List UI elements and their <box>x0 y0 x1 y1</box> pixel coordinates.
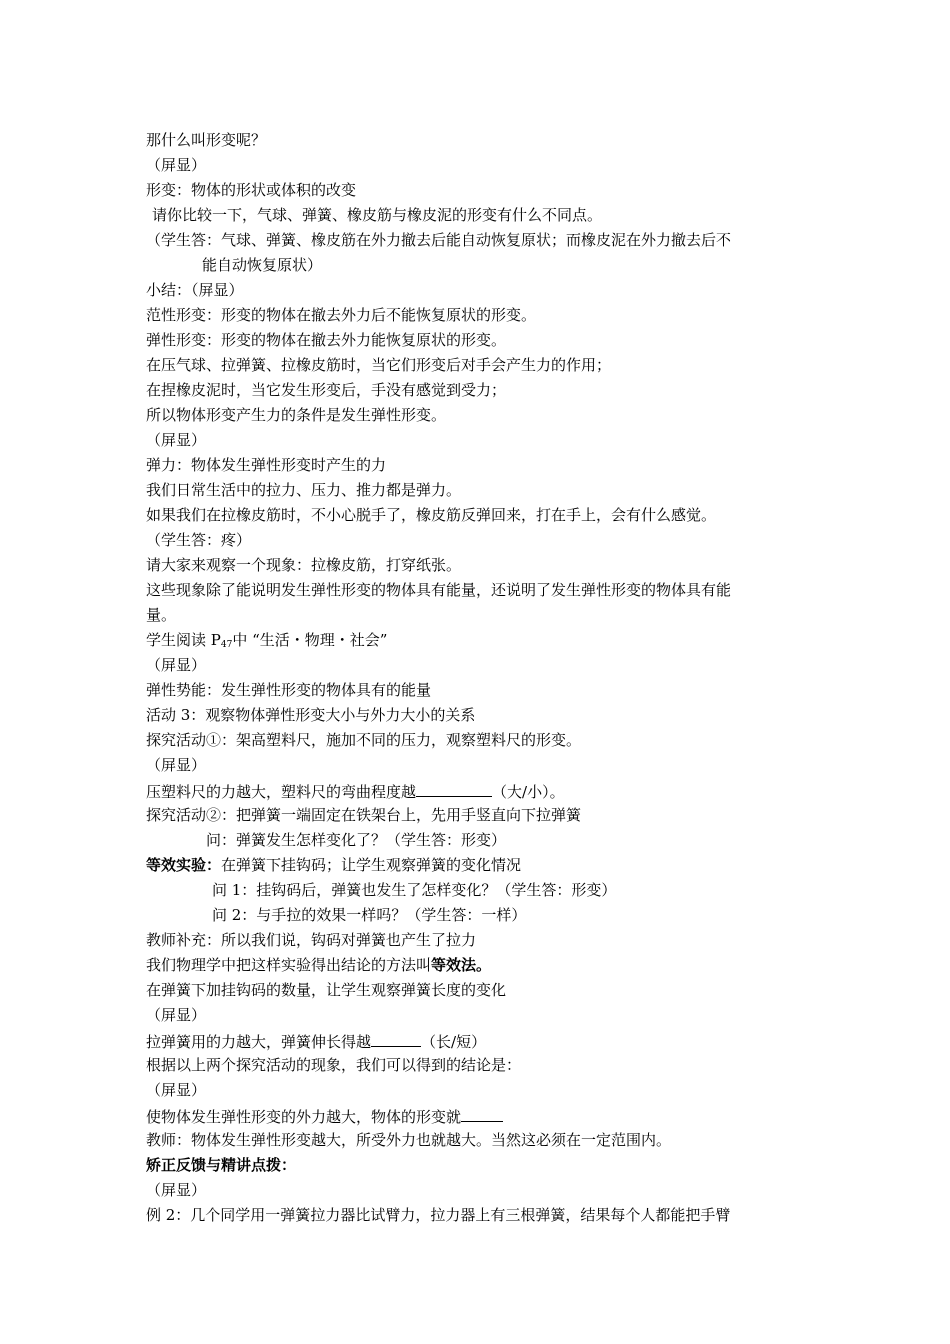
text-line <box>146 778 826 803</box>
text-line: 这些现象除了能说明发生弹性形变的物体具有能量，还说明了发生弹性形变的物体具有能 <box>146 581 732 599</box>
text-line: （屏显） <box>146 756 207 774</box>
text-line: 能自动恢复原状） <box>202 256 323 274</box>
text-run: 使物体发生弹性形变的外力越大，物体的形变就 <box>146 1108 462 1126</box>
text-line: 弹力：物体发生弹性形变时产生的力 <box>146 456 387 474</box>
text-line: （屏显） <box>146 1181 207 1199</box>
text-line: 如果我们在拉橡皮筋时，不小心脱手了，橡皮筋反弹回来，打在手上，会有什么感觉。 <box>146 506 717 524</box>
text-line: 请你比较一下，气球、弹簧、橡皮筋与橡皮泥的形变有什么不同点。 <box>152 206 603 224</box>
text-line: 范性形变：形变的物体在撤去外力后不能恢复原状的形变。 <box>146 306 537 324</box>
fill-in-blank <box>371 1028 421 1047</box>
text-line <box>146 628 826 653</box>
text-line: 教师：物体发生弹性形变越大，所受外力也就越大。当然这必须在一定范围内。 <box>146 1131 672 1149</box>
text-line: 在压气球、拉弹簧、拉橡皮筋时，当它们形变后对手会产生力的作用； <box>146 356 612 374</box>
text-line: 探究活动①：架高塑料尺，施加不同的压力，观察塑料尺的形变。 <box>146 731 582 749</box>
text-line: （学生答：气球、弹簧、橡皮筋在外力撤去后能自动恢复原状；而橡皮泥在外力撤去后不 <box>146 231 732 249</box>
text-line <box>146 1103 826 1128</box>
text-run: 在弹簧下挂钩码；让学生观察弹簧的变化情况 <box>221 856 522 874</box>
text-run: （长/短） <box>421 1033 487 1051</box>
text-line: 问：弹簧发生怎样变化了？（学生答：形变） <box>206 831 507 849</box>
text-line: （屏显） <box>146 1006 207 1024</box>
text-line: 探究活动②：把弹簧一端固定在铁架台上，先用手竖直向下拉弹簧 <box>146 806 582 824</box>
text-line: 我们日常生活中的拉力、压力、推力都是弹力。 <box>146 481 462 499</box>
text-run: 拉弹簧用的力越大，弹簧伸长得越 <box>146 1033 372 1051</box>
fill-in-blank <box>416 778 492 797</box>
text-run: 我们物理学中把这样实验得出结论的方法叫 <box>146 956 432 974</box>
text-line: （屏显） <box>146 156 207 174</box>
text-line: 根据以上两个探究活动的现象，我们可以得到的结论是： <box>146 1056 522 1074</box>
text-line <box>146 953 826 978</box>
text-line <box>146 1028 826 1053</box>
text-line: 活动 3：观察物体弹性形变大小与外力大小的关系 <box>146 706 476 724</box>
text-line: 在捏橡皮泥时，当它发生形变后，手没有感觉到受力； <box>146 381 507 399</box>
text-line: 例 2：几个同学用一弹簧拉力器比试臂力，拉力器上有三根弹簧，结果每个人都能把手臂 <box>146 1206 731 1224</box>
section-heading: 矫正反馈与精讲点拨： <box>146 1156 297 1174</box>
text-line: 问 2：与手拉的效果一样吗？（学生答：一样） <box>212 906 527 924</box>
text-line: （屏显） <box>146 431 207 449</box>
text-line: 问 1：挂钩码后，弹簧也发生了怎样变化？（学生答：形变） <box>212 881 617 899</box>
text-line: 形变：物体的形状或体积的改变 <box>146 181 357 199</box>
text-run: 中 “生活・物理・社会” <box>232 631 388 649</box>
bold-term: 等效法。 <box>431 956 492 974</box>
text-run: （大/小）。 <box>492 783 565 801</box>
fill-in-blank <box>461 1103 503 1122</box>
text-run: 压塑料尺的力越大，塑料尺的弯曲程度越 <box>146 783 417 801</box>
text-run: 学生阅读 P <box>146 631 221 649</box>
text-line: 小结：（屏显） <box>146 281 244 299</box>
text-line: （屏显） <box>146 1081 207 1099</box>
text-line: （学生答：疼） <box>146 531 252 549</box>
text-line: 弹性形变：形变的物体在撤去外力能恢复原状的形变。 <box>146 331 507 349</box>
text-line <box>146 853 826 878</box>
text-line: 所以物体形变产生力的条件是发生弹性形变。 <box>146 406 447 424</box>
subscript-page-number: 47 <box>220 640 233 650</box>
text-line: （屏显） <box>146 656 207 674</box>
text-line: 弹性势能：发生弹性形变的物体具有的能量 <box>146 681 432 699</box>
text-line: 量。 <box>146 606 177 624</box>
text-line: 在弹簧下加挂钩码的数量，让学生观察弹簧长度的变化 <box>146 981 507 999</box>
text-line: 那什么叫形变呢？ <box>146 131 267 149</box>
text-line: 教师补充：所以我们说，钩码对弹簧也产生了拉力 <box>146 931 477 949</box>
text-line: 请大家来观察一个现象：拉橡皮筋，打穿纸张。 <box>146 556 462 574</box>
bold-heading: 等效实验： <box>146 856 222 874</box>
document-body <box>146 128 826 1228</box>
